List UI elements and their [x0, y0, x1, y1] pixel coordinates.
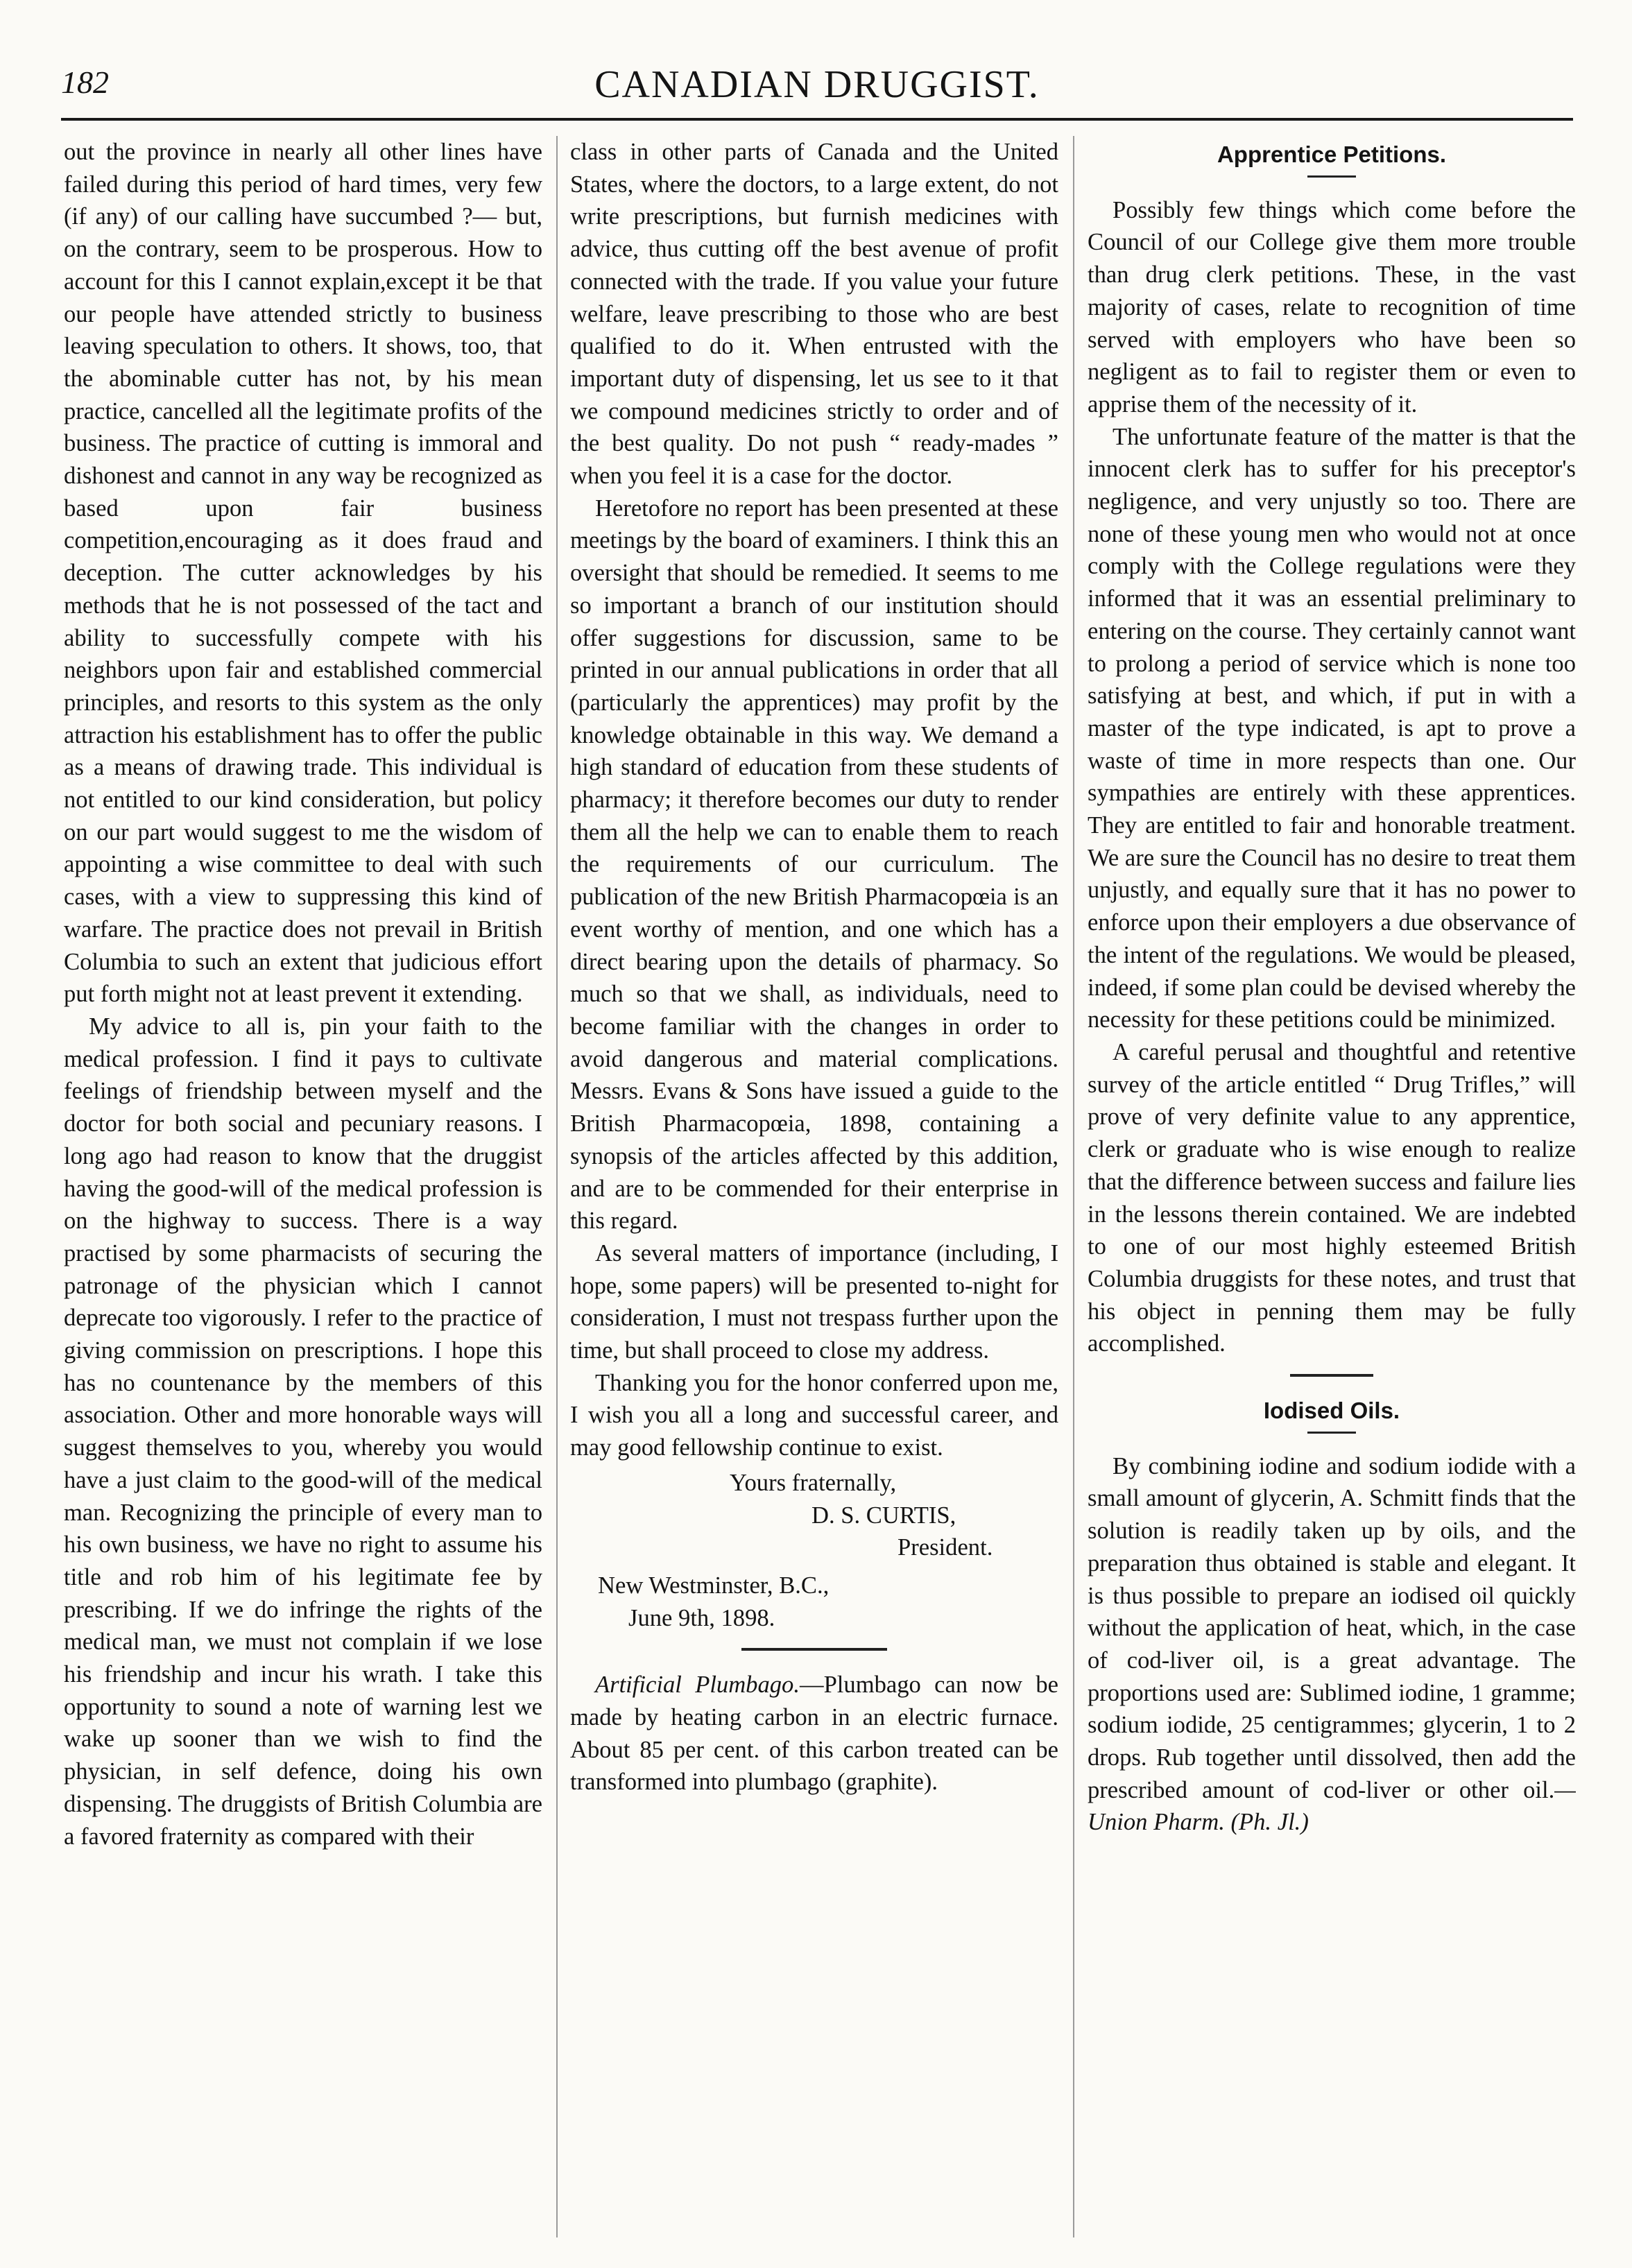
running-head: [61, 60, 1573, 115]
signature-title: President.: [897, 1534, 993, 1561]
paragraph: My advice to all is, pin your faith to the medical profession. I find it pays to cultivate feelings of friendship between myself and the doctor for both social and pecuniary reasons. I long ago had reason to know that the druggist having the good-will of the medical profession is on the highway to success. There is a way practised by some pharmacists of securing the patronage of the physician which I cannot deprecate too vigorously. I refer to the practice of giving commission on prescriptions. I hope this has no countenance by the members of this association. Other and more honorable ways will suggest themselves to you, whereby you would have a just claim to the good-will of the medical man. Recognizing the principle of every man to his own business, we have no right to assume his title and rob him of his legitimate fee by prescribing. If we do infringe the rights of the medical man, we must not complain if we lose his friendship and incur his wrath. I take this opportunity to sound a note of warning lest we wake up sooner than we wish to find the physician, in self defence, doing his own dispensing. The druggists of British Columbia are a favored fraternity as compared with their: [64, 1013, 542, 1850]
paragraph: Thanking you for the honor conferred upon me, I wish you all a long and successful career, and may good fellowship continue to exist.: [570, 1369, 1058, 1461]
signature-name: D. S. CURTIS,: [811, 1502, 956, 1529]
column-middle: [570, 136, 1058, 2244]
source-citation: —Union Pharm. (Ph. Jl.): [1088, 1776, 1576, 1836]
paragraph: A careful perusal and thoughtful and retentive survey of the article entitled “ Drug Trifles,” will prove of very definite value to any apprentice, clerk or graduate who is wise enough to realize that the difference between success and failure lies in the lessons therein contained. We are indebted to one of our most highly esteemed British Columbia druggists for these notes, and trust that his object in penning them may be fully accomplished.: [1088, 1038, 1576, 1357]
separator-rule: [741, 1648, 887, 1651]
heading-dash: [1307, 1432, 1356, 1443]
page-number: 182: [61, 65, 109, 100]
heading-dash: [1307, 175, 1356, 187]
paragraph: class in other parts of Canada and the United States, where the doctors, to a large extent, do not write prescriptions, but furnish medicines with advice, thus cutting off the best avenue of profit connected with the trade. If you value your future welfare, leave prescribing to those who are best qualified to do it. When entrusted with the important duty of dispensing, let us see to it that we compound medicines strictly to order and of the best quality. Do not push “ ready-mades ” when you feel it is a case for the doctor.: [570, 139, 1058, 490]
header-rule: [61, 118, 1573, 121]
plumbago-item: [570, 1669, 1058, 1798]
paragraph: Possibly few things which come before the Council of our College give them more trouble than drug clerk petitions. These, in the vast majority of cases, relate to recognition of time served with employers who have been so negligent as to fail to register them or even to apprise them of the necessity of it.: [1088, 196, 1576, 418]
signature-date: June 9th, 1898.: [628, 1604, 775, 1631]
paragraph: The unfortunate feature of the matter is that the innocent clerk has to suffer for his preceptor's negligence, and very unjustly so too. There are none of these young men who would not at once comply with the College regulations were they informed that it was an essential preliminary to entering on the course. They certainly cannot want to prolong a period of service which is none too satisfying at best, and which, if put in with a master of the type indicated, is apt to prove a waste of time in more respects than one. Our sympathies are entirely with these apprentices. They are entitled to fair and honorable treatment. We are sure the Council has no desire to treat them unjustly, and equally sure that it has no power to enforce upon their employers a due observance of the intent of the regulations. We would be pleased, indeed, if some plan could be devised whereby the necessity for these petitions could be minimized.: [1088, 423, 1576, 1033]
column-divider: [556, 136, 558, 2237]
signature-place: New Westminster, B.C.,: [598, 1572, 830, 1599]
plumbago-title: Artificial Plumbago.: [595, 1672, 800, 1699]
signature-block: [570, 1467, 1058, 1635]
paragraph: Heretofore no report has been presented at these meetings by the board of examiners. I think this an oversight that should be remedied. It seems to me so important a branch of our institution should offer suggestions for discussion, same to be printed in our annual publications in order that all (particularly the apprentices) may profit by the knowledge obtainable in this way. We demand a high standard of education from these students of pharmacy; it therefore becomes our duty to render them all the help we can to enable them to reach the requirements of our curriculum. The publication of the new British Pharmacopœia is an event worthy of mention, and one which has a direct bearing upon the details of pharmacy. So much so that we shall, as individuals, need to become familiar with the changes in order to avoid dangerous and material complications. Messrs. Evans & Sons have issued a guide to the British Pharmacopœia, 1898, containing a synopsis of the articles affected by this addition, and are to be commended for their enterprise in this regard.: [570, 495, 1058, 1235]
paragraph: out the province in nearly all other lines have failed during this period of hard times, very few (if any) of our calling have succumbed ?— but, on the contrary, seem to be prosperous. How to account for this I cannot explain,except it be that our people have attended strictly to business leaving speculation to others. It shows, too, that the abominable cutter has not, by his mean practice, cancelled all the legitimate profits of the business. The practice of cutting is immoral and dishonest and cannot in any way be recognized as based upon fair business competition,encouraging as it does fraud and deception. The cutter acknowledges by his methods that he is not possessed of the tact and ability to successfully compete with his neighbors upon fair and established commercial principles, and resorts to this system as the only attraction his establishment has to offer the public as a means of drawing trade. This individual is not entitled to our kind consideration, but policy on our part would suggest to me the wisdom of appointing a wise committee to deal with such cases, with a view to suppressing this kind of warfare. The practice does not prevail in British Columbia to such an extent that judicious effort put forth might not at least prevent it extending.: [64, 139, 542, 1008]
separator-rule: [1290, 1374, 1373, 1377]
paragraph-text: By combining iodine and sodium iodide with a small amount of glycerin, A. Schmitt finds that the solution is readily taken up by oils, and the preparation thus obtained is stable and elegant. It is thus possible to prepare an iodised oil quickly without the application of heat, which, in the case of cod-liver oil, is a great advantage. The proportions used are: Sublimed iodine, 1 gramme; sodium iodide, 25 centigrammes; glycerin, 1 to 2 drops. Rub together until dissolved, then add the prescribed amount of cod-liver or other oil.: [1088, 1452, 1576, 1803]
journal-title: CANADIAN DRUGGIST.: [594, 63, 1040, 106]
iodised-paragraph: [1088, 1450, 1576, 1839]
section-heading-iodised: Iodised Oils.: [1263, 1398, 1400, 1424]
column-divider: [1073, 136, 1074, 2237]
section-heading-apprentice: Apprentice Petitions.: [1217, 141, 1447, 167]
column-right: [1088, 136, 1576, 2244]
plumbago-text: —Plumbago can now be made by heating carbon in an electric furnace. About 85 per cent. of this carbon treated can be transformed into plumbago (graphite).: [570, 1672, 1058, 1796]
paragraph: As several matters of importance (including, I hope, some papers) will be presented to-night for consideration, I must not trespass further upon the time, but shall proceed to close my address.: [570, 1239, 1058, 1364]
signature-closing: Yours fraternally,: [730, 1469, 897, 1496]
column-left: [64, 136, 542, 2244]
